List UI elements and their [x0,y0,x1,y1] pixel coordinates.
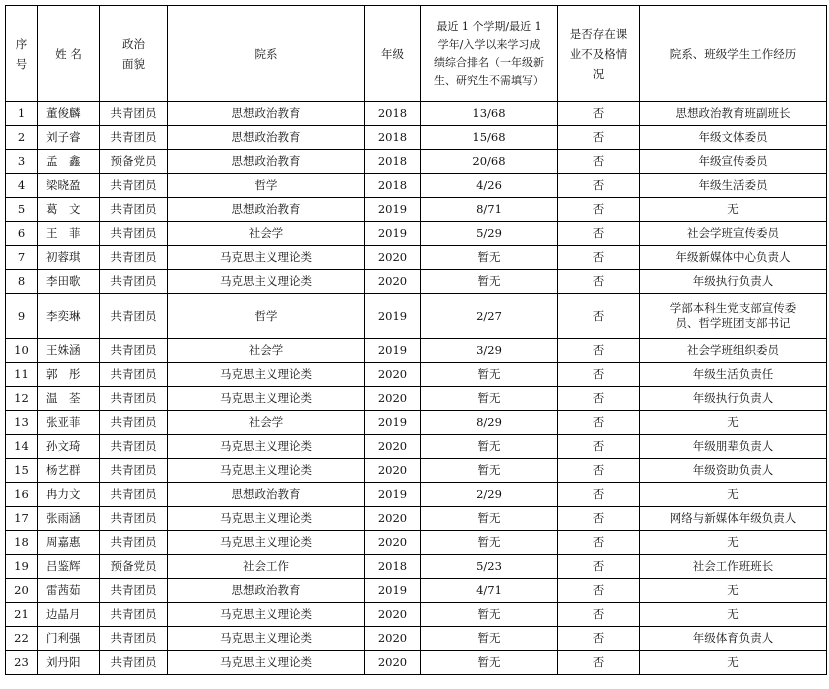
cell-grade: 2020 [365,387,421,411]
cell-political: 共青团员 [100,483,168,507]
cell-grade: 2020 [365,363,421,387]
cell-grade: 2020 [365,246,421,270]
cell-department: 马克思主义理论类 [168,507,365,531]
cell-no: 18 [6,531,38,555]
cell-grade: 2020 [365,627,421,651]
cell-no: 13 [6,411,38,435]
cell-fail: 否 [558,507,640,531]
cell-political: 共青团员 [100,222,168,246]
cell-ranking: 暂无 [421,459,558,483]
cell-department: 哲学 [168,294,365,339]
table-row [6,150,827,174]
cell-no: 19 [6,555,38,579]
cell-name: 门利强 [38,627,100,651]
cell-political: 共青团员 [100,339,168,363]
cell-grade: 2020 [365,270,421,294]
header-name: 姓 名 [38,6,100,102]
cell-no: 16 [6,483,38,507]
table-row [6,411,827,435]
cell-political: 共青团员 [100,102,168,126]
cell-department: 马克思主义理论类 [168,651,365,675]
cell-grade: 2019 [365,198,421,222]
cell-name: 刘子睿 [38,126,100,150]
table-row [6,363,827,387]
cell-political: 预备党员 [100,150,168,174]
cell-experience: 年级生活委员 [640,174,827,198]
table-body [6,102,827,675]
cell-ranking: 3/29 [421,339,558,363]
cell-grade: 2020 [365,459,421,483]
cell-fail: 否 [558,102,640,126]
header-political: 政治 面貌 [100,6,168,102]
cell-no: 14 [6,435,38,459]
cell-department: 社会工作 [168,555,365,579]
table-row [6,387,827,411]
cell-department: 马克思主义理论类 [168,270,365,294]
cell-name: 杨艺群 [38,459,100,483]
cell-no: 12 [6,387,38,411]
cell-ranking: 暂无 [421,363,558,387]
cell-name: 刘丹阳 [38,651,100,675]
cell-department: 思想政治教育 [168,126,365,150]
cell-name: 初蓉琪 [38,246,100,270]
cell-grade: 2020 [365,507,421,531]
cell-department: 马克思主义理论类 [168,435,365,459]
cell-fail: 否 [558,363,640,387]
cell-ranking: 13/68 [421,102,558,126]
cell-ranking: 8/71 [421,198,558,222]
cell-political: 预备党员 [100,555,168,579]
table-row [6,531,827,555]
cell-political: 共青团员 [100,270,168,294]
header-experience: 院系、班级学生工作经历 [640,6,827,102]
cell-experience: 思想政治教育班副班长 [640,102,827,126]
cell-fail: 否 [558,246,640,270]
cell-department: 马克思主义理论类 [168,531,365,555]
cell-experience: 年级资助负责人 [640,459,827,483]
cell-grade: 2018 [365,555,421,579]
cell-fail: 否 [558,387,640,411]
cell-ranking: 5/29 [421,222,558,246]
cell-department: 马克思主义理论类 [168,459,365,483]
cell-fail: 否 [558,270,640,294]
cell-experience: 年级文体委员 [640,126,827,150]
cell-department: 社会学 [168,222,365,246]
cell-experience: 无 [640,603,827,627]
cell-experience: 社会学班组织委员 [640,339,827,363]
table-row [6,339,827,363]
cell-experience: 年级新媒体中心负责人 [640,246,827,270]
student-table [5,5,827,675]
cell-fail: 否 [558,198,640,222]
table-row [6,246,827,270]
cell-political: 共青团员 [100,126,168,150]
cell-name: 董俊麟 [38,102,100,126]
table-row [6,294,827,339]
cell-experience: 社会学班宣传委员 [640,222,827,246]
cell-no: 17 [6,507,38,531]
cell-department: 社会学 [168,339,365,363]
cell-grade: 2020 [365,435,421,459]
cell-grade: 2018 [365,150,421,174]
cell-department: 哲学 [168,174,365,198]
table-row [6,627,827,651]
cell-ranking: 暂无 [421,603,558,627]
cell-political: 共青团员 [100,579,168,603]
cell-grade: 2018 [365,174,421,198]
cell-no: 20 [6,579,38,603]
table-row [6,126,827,150]
cell-ranking: 暂无 [421,387,558,411]
cell-no: 4 [6,174,38,198]
cell-experience: 无 [640,531,827,555]
table-row [6,483,827,507]
table-row [6,459,827,483]
cell-fail: 否 [558,531,640,555]
cell-no: 7 [6,246,38,270]
cell-no: 1 [6,102,38,126]
cell-political: 共青团员 [100,363,168,387]
table-row [6,270,827,294]
cell-ranking: 暂无 [421,651,558,675]
table-row [6,555,827,579]
cell-political: 共青团员 [100,174,168,198]
cell-experience: 无 [640,483,827,507]
cell-no: 3 [6,150,38,174]
cell-name: 雷茜茹 [38,579,100,603]
header-grade: 年级 [365,6,421,102]
cell-department: 马克思主义理论类 [168,603,365,627]
cell-name: 王姝涵 [38,339,100,363]
table-row [6,435,827,459]
cell-no: 15 [6,459,38,483]
cell-ranking: 5/23 [421,555,558,579]
cell-grade: 2018 [365,126,421,150]
cell-no: 22 [6,627,38,651]
header-ranking: 最近 1 个学期/最近 1 学年/入学以来学习成 绩综合排名（一年级新 生、研究生不需填写） [421,6,558,102]
cell-department: 社会学 [168,411,365,435]
cell-fail: 否 [558,435,640,459]
table-row [6,174,827,198]
cell-political: 共青团员 [100,198,168,222]
cell-name: 孙文琦 [38,435,100,459]
cell-grade: 2019 [365,483,421,507]
cell-name: 吕鉴辉 [38,555,100,579]
cell-department: 思想政治教育 [168,579,365,603]
cell-name: 张亚菲 [38,411,100,435]
cell-no: 2 [6,126,38,150]
cell-political: 共青团员 [100,507,168,531]
table-row [6,579,827,603]
table-row [6,222,827,246]
cell-fail: 否 [558,459,640,483]
cell-ranking: 4/71 [421,579,558,603]
cell-experience: 社会工作班班长 [640,555,827,579]
cell-experience: 无 [640,411,827,435]
cell-ranking: 4/26 [421,174,558,198]
cell-ranking: 暂无 [421,246,558,270]
cell-fail: 否 [558,294,640,339]
cell-name: 王 菲 [38,222,100,246]
cell-department: 思想政治教育 [168,102,365,126]
cell-fail: 否 [558,339,640,363]
cell-experience: 年级宣传委员 [640,150,827,174]
cell-no: 6 [6,222,38,246]
cell-grade: 2019 [365,222,421,246]
cell-name: 郭 彤 [38,363,100,387]
cell-name: 李田歌 [38,270,100,294]
cell-political: 共青团员 [100,387,168,411]
cell-department: 马克思主义理论类 [168,246,365,270]
cell-political: 共青团员 [100,294,168,339]
cell-fail: 否 [558,174,640,198]
table-row [6,198,827,222]
cell-fail: 否 [558,627,640,651]
cell-ranking: 2/27 [421,294,558,339]
cell-ranking: 暂无 [421,270,558,294]
cell-name: 周嘉惠 [38,531,100,555]
cell-no: 21 [6,603,38,627]
table-row [6,603,827,627]
cell-political: 共青团员 [100,531,168,555]
cell-political: 共青团员 [100,411,168,435]
cell-ranking: 暂无 [421,435,558,459]
cell-grade: 2020 [365,603,421,627]
cell-fail: 否 [558,603,640,627]
cell-political: 共青团员 [100,435,168,459]
cell-no: 23 [6,651,38,675]
cell-experience: 年级朋辈负责人 [640,435,827,459]
table-row [6,102,827,126]
cell-no: 11 [6,363,38,387]
cell-experience: 网络与新媒体年级负责人 [640,507,827,531]
cell-fail: 否 [558,555,640,579]
header-no: 序 号 [6,6,38,102]
cell-political: 共青团员 [100,246,168,270]
cell-experience: 无 [640,579,827,603]
cell-department: 马克思主义理论类 [168,363,365,387]
cell-no: 9 [6,294,38,339]
cell-ranking: 暂无 [421,507,558,531]
cell-experience: 年级执行负责人 [640,387,827,411]
cell-department: 思想政治教育 [168,483,365,507]
cell-experience: 年级体育负责人 [640,627,827,651]
cell-fail: 否 [558,222,640,246]
cell-experience: 学部本科生党支部宣传委 员、哲学班团支部书记 [640,294,827,339]
cell-ranking: 暂无 [421,531,558,555]
cell-ranking: 2/29 [421,483,558,507]
cell-political: 共青团员 [100,459,168,483]
cell-no: 8 [6,270,38,294]
cell-fail: 否 [558,411,640,435]
cell-no: 5 [6,198,38,222]
cell-name: 李奕琳 [38,294,100,339]
header-fail: 是否存在课 业不及格情 况 [558,6,640,102]
cell-fail: 否 [558,483,640,507]
cell-fail: 否 [558,651,640,675]
cell-department: 思想政治教育 [168,150,365,174]
cell-grade: 2019 [365,339,421,363]
cell-grade: 2020 [365,531,421,555]
cell-experience: 年级执行负责人 [640,270,827,294]
cell-department: 马克思主义理论类 [168,627,365,651]
cell-grade: 2018 [365,102,421,126]
table-row [6,507,827,531]
cell-no: 10 [6,339,38,363]
cell-department: 马克思主义理论类 [168,387,365,411]
cell-name: 温 荃 [38,387,100,411]
cell-fail: 否 [558,126,640,150]
header-department: 院系 [168,6,365,102]
cell-political: 共青团员 [100,627,168,651]
cell-name: 葛 文 [38,198,100,222]
cell-ranking: 8/29 [421,411,558,435]
cell-name: 冉力文 [38,483,100,507]
cell-experience: 年级生活负责任 [640,363,827,387]
cell-name: 张雨涵 [38,507,100,531]
cell-fail: 否 [558,150,640,174]
cell-department: 思想政治教育 [168,198,365,222]
cell-ranking: 暂无 [421,627,558,651]
cell-political: 共青团员 [100,603,168,627]
cell-name: 梁晓盈 [38,174,100,198]
cell-name: 孟 鑫 [38,150,100,174]
cell-experience: 无 [640,651,827,675]
cell-grade: 2019 [365,579,421,603]
header-row [6,6,827,102]
cell-ranking: 20/68 [421,150,558,174]
cell-grade: 2019 [365,294,421,339]
cell-political: 共青团员 [100,651,168,675]
cell-ranking: 15/68 [421,126,558,150]
table-row [6,651,827,675]
cell-experience: 无 [640,198,827,222]
cell-fail: 否 [558,579,640,603]
cell-grade: 2020 [365,651,421,675]
cell-grade: 2019 [365,411,421,435]
cell-name: 边晶月 [38,603,100,627]
